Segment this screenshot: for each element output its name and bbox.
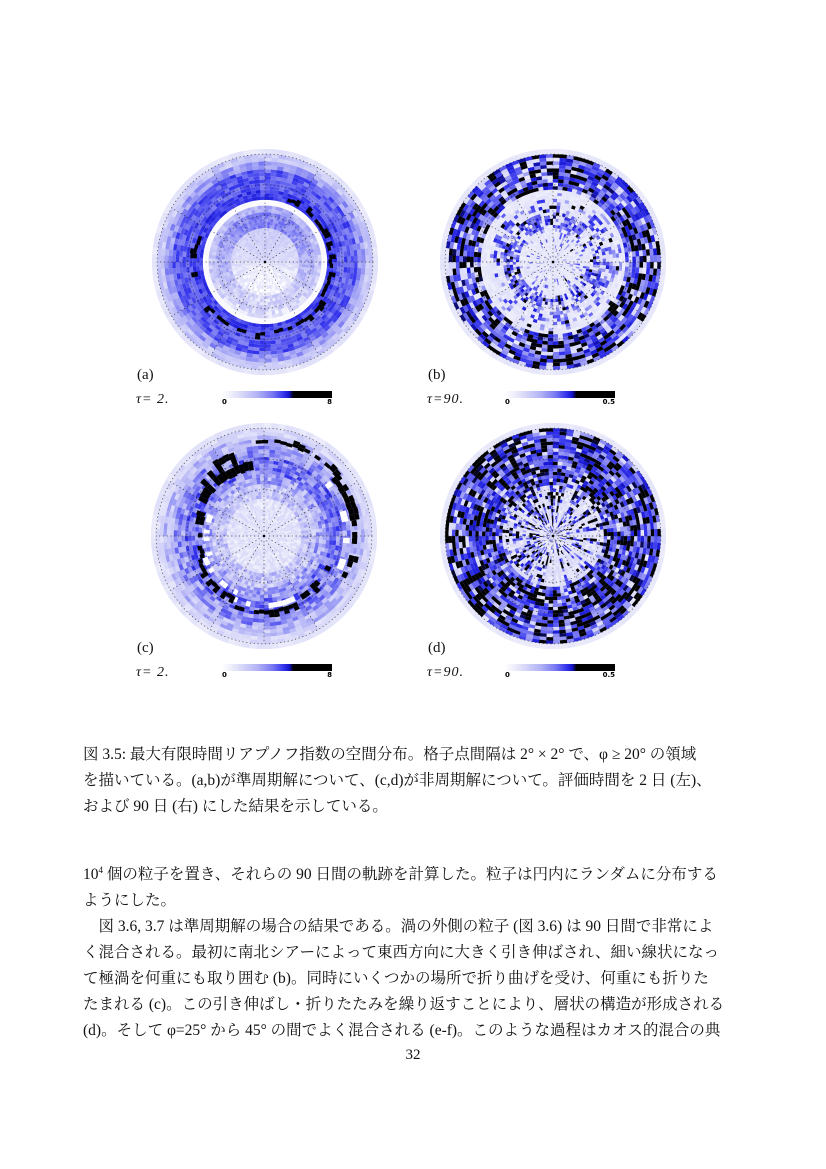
- colorbar-a: [222, 391, 332, 406]
- colorbar-tick-min-c: 0: [222, 671, 227, 679]
- body-line-5: て極渦を何重にも取り囲む (b)。同時にいくつかの場所で折り曲げを受け、何重にも折りた: [83, 970, 709, 988]
- body-text: [83, 857, 749, 1044]
- panel-label-b: (b): [428, 367, 446, 383]
- colorbar-tick-max-d: 0.5: [602, 671, 615, 679]
- tau-label-a: τ= 2.: [136, 392, 170, 407]
- colorbar-gradient-a: [222, 391, 332, 398]
- body-line-4: く混合される。最初に南北シアーによって東西方向に大きく引き伸ばされ、細い線状になっ: [83, 944, 719, 962]
- figure-caption: [83, 742, 749, 820]
- polar-heatmap-d: [433, 416, 673, 656]
- tau-label-b: τ=90.: [427, 392, 464, 407]
- tau-label-c: τ= 2.: [136, 665, 170, 680]
- colorbar-gradient-c: [222, 664, 332, 671]
- colorbar-tick-max-b: 0.5: [602, 398, 615, 406]
- panel-label-c: (c): [137, 640, 154, 656]
- body-line-1-rest: 個の粒子を置き、それらの 90 日間の軌跡を計算した。粒子は円内にランダムに分布する: [103, 866, 718, 884]
- colorbar-tick-min-d: 0: [505, 671, 510, 679]
- colorbar-b: [505, 391, 615, 406]
- tau-label-d: τ=90.: [427, 665, 464, 680]
- polar-heatmap-a: [145, 142, 385, 382]
- body-line-6: たまれる (c)。この引き伸ばし・折りたたみを繰り返すことにより、層状の構造が形成される: [83, 996, 725, 1014]
- caption-line-3: および 90 日 (右) にした結果を示している。: [83, 798, 388, 815]
- page-number: 32: [405, 1047, 421, 1063]
- colorbar-d: [505, 664, 615, 679]
- polar-heatmap-c: [144, 416, 384, 656]
- colorbar-tick-max-a: 8: [327, 398, 332, 406]
- body-line-1: [83, 857, 749, 888]
- caption-line-1: 図 3.5: 最大有限時間リアプノフ指数の空間分布。格子点間隔は 2° × 2° で、φ ≥ 20° の領域: [83, 746, 697, 763]
- panel-label-a: (a): [137, 367, 154, 383]
- polar-heatmap-b: [433, 142, 673, 382]
- colorbar-gradient-d: [505, 664, 615, 671]
- colorbar-tick-min-a: 0: [222, 398, 227, 406]
- body-line-7: (d)。そして φ=25° から 45° の間でよく混合される (e-f)。このような過程はカオス的混合の典: [83, 1022, 721, 1040]
- colorbar-tick-min-b: 0: [505, 398, 510, 406]
- panel-label-d: (d): [428, 640, 446, 656]
- body-superscript: 4: [98, 865, 103, 875]
- body-line-3: 図 3.6, 3.7 は準周期解の場合の結果である。渦の外側の粒子 (図 3.6) は 90 日間で非常によ: [83, 918, 714, 936]
- caption-line-2: を描いている。(a,b)が準周期解について、(c,d)が非周期解について。評価時間を 2 日 (左)、: [83, 772, 712, 789]
- body-sup-base: 10: [83, 866, 99, 884]
- colorbar-c: [222, 664, 332, 679]
- colorbar-gradient-b: [505, 391, 615, 398]
- body-line-2: ようにした。: [83, 892, 177, 910]
- colorbar-tick-max-c: 8: [327, 671, 332, 679]
